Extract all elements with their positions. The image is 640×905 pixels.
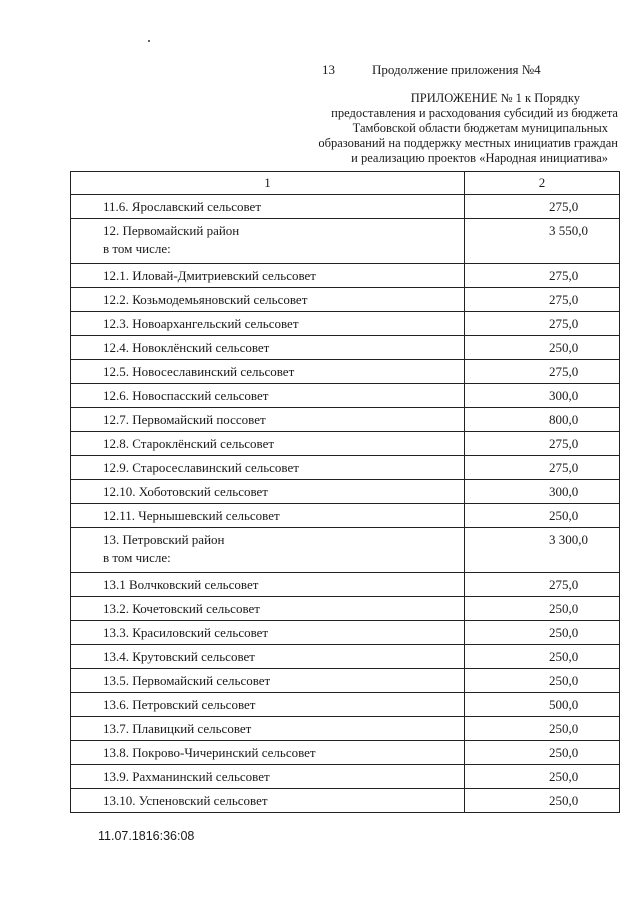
- row-name: 12.6. Новоспасский сельсовет: [103, 388, 269, 403]
- cell-name: [71, 573, 465, 597]
- table-row: [71, 765, 620, 789]
- cell-name: [71, 621, 465, 645]
- row-name: 13.1 Волчковский сельсовет: [103, 577, 259, 592]
- cell-value: 3 300,0: [465, 528, 620, 573]
- table-row: [71, 528, 620, 573]
- appendix-line: образований на поддержку местных инициатив граждан: [318, 136, 618, 150]
- cell-name: [71, 645, 465, 669]
- row-name: 12.10. Хоботовский сельсовет: [103, 484, 268, 499]
- cell-name: [71, 336, 465, 360]
- cell-value: 275,0: [465, 360, 620, 384]
- table-row: [71, 717, 620, 741]
- cell-value: 250,0: [465, 741, 620, 765]
- column-header-1: 1: [71, 172, 465, 195]
- cell-value: 250,0: [465, 669, 620, 693]
- table-row: [71, 597, 620, 621]
- cell-value: 250,0: [465, 504, 620, 528]
- continuation-label: Продолжение приложения №4: [372, 62, 541, 77]
- column-header-2: 2: [465, 172, 620, 195]
- row-name: 13.5. Первомайский сельсовет: [103, 673, 271, 688]
- cell-name: [71, 312, 465, 336]
- row-name: 13.7. Плавицкий сельсовет: [103, 721, 252, 736]
- cell-value: 250,0: [465, 789, 620, 813]
- cell-value: 500,0: [465, 693, 620, 717]
- row-name: 12.1. Иловай-Дмитриевский сельсовет: [103, 268, 316, 283]
- cell-name: [71, 597, 465, 621]
- cell-value: 250,0: [465, 621, 620, 645]
- row-name: 13.3. Красиловский сельсовет: [103, 625, 269, 640]
- page-number: 13: [322, 62, 335, 77]
- table-row: [71, 645, 620, 669]
- cell-name: [71, 717, 465, 741]
- row-name: 12.7. Первомайский поссовет: [103, 412, 266, 427]
- row-name-sub: в том числе:: [103, 241, 171, 256]
- cell-name: [71, 693, 465, 717]
- table-row: [71, 219, 620, 264]
- print-timestamp: 11.07.1816:36:08: [98, 829, 195, 843]
- cell-name: [71, 789, 465, 813]
- appendix-title: ПРИЛОЖЕНИЕ № 1 к Порядку: [410, 91, 580, 105]
- row-name: 12.5. Новосеславинский сельсовет: [103, 364, 295, 379]
- cell-name: [71, 408, 465, 432]
- row-name: 13.10. Успеновский сельсовет: [103, 793, 268, 808]
- cell-value: 300,0: [465, 480, 620, 504]
- appendix-line: предоставления и расходования субсидий из бюджета: [331, 106, 618, 120]
- row-name-sub: в том числе:: [103, 550, 171, 565]
- table-row: [71, 669, 620, 693]
- table-row: [71, 693, 620, 717]
- cell-value: 3 550,0: [465, 219, 620, 264]
- table-row: [71, 789, 620, 813]
- cell-value: 275,0: [465, 573, 620, 597]
- cell-name: [71, 288, 465, 312]
- appendix-line: и реализацию проектов «Народная инициатива»: [351, 151, 608, 165]
- cell-name: [71, 384, 465, 408]
- scan-speck: [148, 40, 150, 42]
- table-row: [71, 336, 620, 360]
- cell-name: [71, 504, 465, 528]
- cell-name: [71, 480, 465, 504]
- cell-value: 275,0: [465, 264, 620, 288]
- cell-name: [71, 741, 465, 765]
- table-row: [71, 432, 620, 456]
- cell-name: [71, 432, 465, 456]
- table-row: [71, 264, 620, 288]
- row-name: 12.3. Новоархангельский сельсовет: [103, 316, 299, 331]
- row-name: 13.4. Крутовский сельсовет: [103, 649, 255, 664]
- cell-value: 275,0: [465, 312, 620, 336]
- cell-value: 250,0: [465, 765, 620, 789]
- row-name: 12.2. Козьмодемьяновский сельсовет: [103, 292, 308, 307]
- table-row: [71, 312, 620, 336]
- row-name: 12.4. Новоклёнский сельсовет: [103, 340, 270, 355]
- table-row: [71, 384, 620, 408]
- cell-value: 275,0: [465, 432, 620, 456]
- table-row: [71, 573, 620, 597]
- table-row: [71, 288, 620, 312]
- cell-name: [71, 669, 465, 693]
- row-name: 12.11. Чернышевский сельсовет: [103, 508, 280, 523]
- table-row: [71, 621, 620, 645]
- cell-value: 275,0: [465, 456, 620, 480]
- row-name: 13.2. Кочетовский сельсовет: [103, 601, 260, 616]
- cell-name: [71, 765, 465, 789]
- appendix-heading: [278, 91, 618, 166]
- table-row: [71, 408, 620, 432]
- table-row: [71, 456, 620, 480]
- table-header-row: [71, 172, 620, 195]
- row-name: 13.8. Покрово-Чичеринский сельсовет: [103, 745, 316, 760]
- cell-value: 250,0: [465, 645, 620, 669]
- cell-value: 250,0: [465, 597, 620, 621]
- table-row: [71, 195, 620, 219]
- cell-value: 250,0: [465, 717, 620, 741]
- cell-name: [71, 264, 465, 288]
- cell-value: 300,0: [465, 384, 620, 408]
- table-row: [71, 360, 620, 384]
- row-name: 13.6. Петровский сельсовет: [103, 697, 256, 712]
- table-row: [71, 741, 620, 765]
- cell-value: 250,0: [465, 336, 620, 360]
- table-row: [71, 480, 620, 504]
- cell-value: 800,0: [465, 408, 620, 432]
- row-name: 13. Петровский район: [103, 532, 225, 547]
- cell-name: [71, 219, 465, 264]
- row-name: 13.9. Рахманинский сельсовет: [103, 769, 270, 784]
- cell-name: [71, 195, 465, 219]
- cell-value: 275,0: [465, 195, 620, 219]
- row-name: 12.9. Старосеславинский сельсовет: [103, 460, 299, 475]
- cell-name: [71, 360, 465, 384]
- cell-value: 275,0: [465, 288, 620, 312]
- table-row: [71, 504, 620, 528]
- subsidy-table: [70, 171, 620, 813]
- row-name: 12.8. Староклёнский сельсовет: [103, 436, 275, 451]
- cell-name: [71, 456, 465, 480]
- row-name: 11.6. Ярославский сельсовет: [103, 199, 261, 214]
- row-name: 12. Первомайский район: [103, 223, 240, 238]
- appendix-line: Тамбовской области бюджетам муниципальных: [352, 121, 608, 135]
- cell-name: [71, 528, 465, 573]
